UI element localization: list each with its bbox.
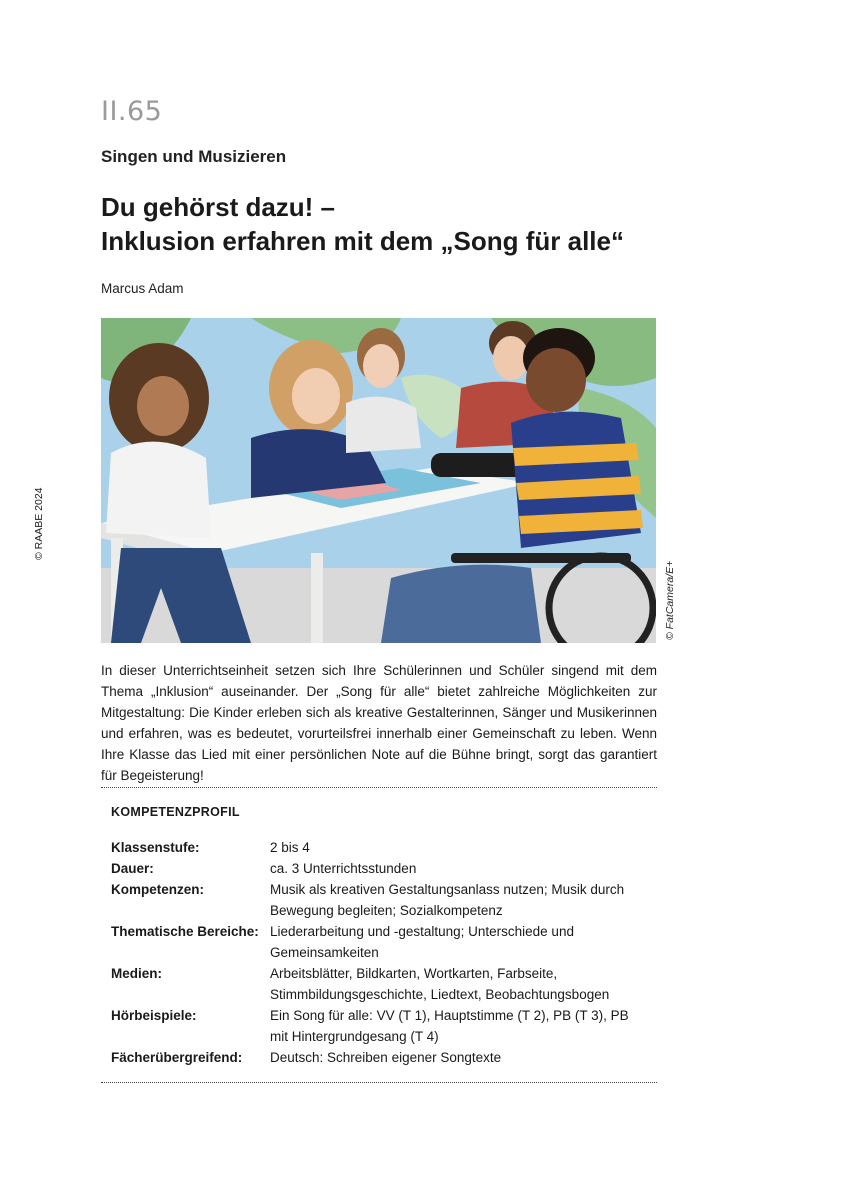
profile-row — [111, 1005, 651, 1047]
profile-row — [111, 1047, 651, 1068]
photo-credit: © FatCamera/E+ — [664, 560, 676, 640]
profile-label: Dauer: — [111, 861, 154, 876]
profile-row — [111, 858, 651, 879]
profile-value: Ein Song für alle: VV (T 1), Hauptstimme (T 2), PB (T 3), PB mit Hintergrundgesang (T 4) — [270, 1008, 629, 1044]
profile-label: Hörbeispiele: — [111, 1008, 197, 1023]
section-heading: Singen und Musizieren — [101, 147, 287, 166]
page-title — [101, 190, 741, 258]
copyright-notice: © RAABE 2024 — [33, 487, 45, 560]
divider-bottom — [101, 1082, 657, 1083]
profile-value: 2 bis 4 — [270, 840, 310, 855]
profile-value: Musik als kreativen Gestaltungsanlass nutzen; Musik durch Bewegung begleiten; Sozialkompetenz — [270, 882, 625, 918]
author: Marcus Adam — [101, 281, 184, 296]
title-line-1: Du gehörst dazu! – — [101, 192, 336, 222]
profile-value: Deutsch: Schreiben eigener Songtexte — [270, 1050, 502, 1065]
intro-paragraph: In dieser Unterrichtseinheit setzen sich Ihre Schülerinnen und Schüler singend mit dem Thema „Inklusion“ auseinander. Der „Song für alle“ bietet zahlreiche Möglichkeiten zur Mitgestaltung: Die Kinder erleben sich als kreative Gestalterinnen, Sänger und Musikerinnen und erfahren, was es bedeutet, vorurteilsfrei innerhalb einer Gemeinschaft zu leben. Wenn Ihre Klasse das Lied mit einer persönlichen Note auf die Bühne bringt, sorgt das garantiert für Begeisterung! — [101, 663, 657, 783]
profile-label: Fächerübergreifend: — [111, 1050, 243, 1065]
profile-value: ca. 3 Unterrichtsstunden — [270, 861, 417, 876]
divider-top — [101, 787, 657, 788]
competence-profile — [111, 805, 651, 1068]
profile-label: Thematische Bereiche: — [111, 924, 259, 939]
title-line-2: Inklusion erfahren mit dem „Song für alle“ — [101, 226, 624, 256]
profile-row — [111, 921, 651, 963]
profile-row — [111, 963, 651, 1005]
series-code: II.65 — [101, 96, 163, 127]
profile-label: Klassenstufe: — [111, 840, 200, 855]
profile-row — [111, 837, 651, 858]
profile-heading: KOMPETENZPROFIL — [111, 805, 240, 819]
profile-row — [111, 879, 651, 921]
classroom-photo — [101, 318, 656, 643]
profile-value: Arbeitsblätter, Bildkarten, Wortkarten, Farbseite, Stimmbildungsgeschichte, Liedtext, Beobachtungsbogen — [270, 966, 610, 1002]
profile-label: Medien: — [111, 966, 163, 981]
profile-label: Kompetenzen: — [111, 882, 205, 897]
profile-value: Liederarbeitung und -gestaltung; Unterschiede und Gemeinsamkeiten — [270, 924, 574, 960]
